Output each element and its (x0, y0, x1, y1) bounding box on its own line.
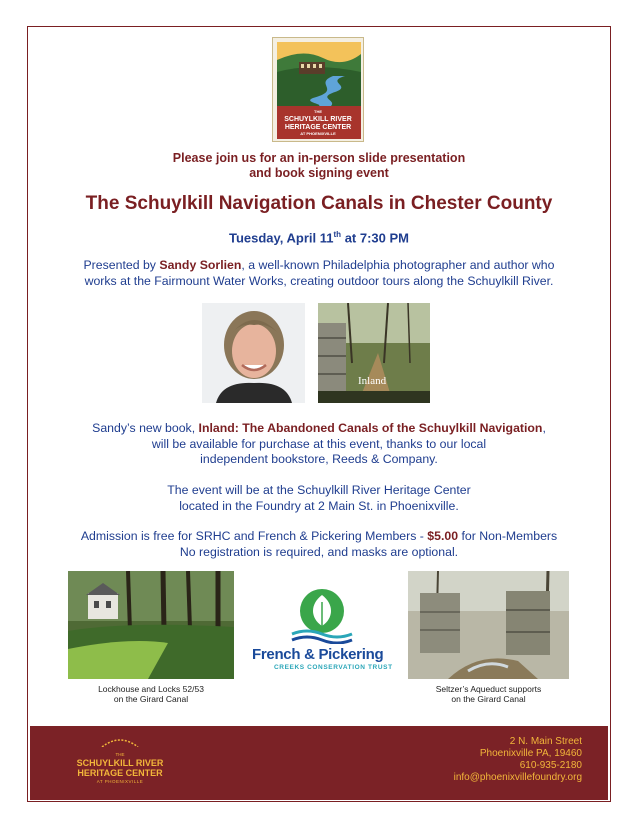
lockhouse-photo (68, 571, 234, 679)
footer-logo-line2: HERITAGE CENTER (77, 768, 163, 778)
partner-subtitle: CREEKS CONSERVATION TRUST (274, 664, 393, 671)
location-paragraph (30, 483, 608, 514)
presenter-paragraph (30, 258, 608, 289)
logo-location: AT PHOENIXVILLE (300, 131, 336, 136)
footer-email[interactable]: info@phoenixvillefoundry.org (453, 772, 582, 783)
book-cover-title: Inland (358, 375, 387, 387)
portrait-icon (202, 303, 305, 403)
invitation-heading (30, 151, 608, 181)
aqueduct-photo (408, 571, 569, 679)
logo-name-line1: SCHUYLKILL RIVER (284, 116, 352, 123)
book-paragraph (30, 421, 608, 468)
book-line2: will be available for purchase at this event, thanks to our local (151, 436, 487, 451)
book-line1 (30, 421, 608, 437)
invitation-line2: and book signing event (249, 166, 389, 180)
logo-name-line2: HERITAGE CENTER (284, 124, 352, 131)
admission-paragraph (30, 529, 608, 560)
footer-logo (70, 734, 170, 785)
footer-city: Phoenixville PA, 19460 (479, 748, 582, 759)
event-day: Tuesday, April 11 (228, 230, 334, 246)
footer-street: 2 N. Main Street (509, 736, 582, 747)
footer-address (454, 736, 582, 784)
presenter-name: Sandy Sorlien (159, 258, 242, 272)
french-pickering-logo (252, 588, 392, 678)
book-line3: independent bookstore, Reeds & Company. (200, 452, 438, 466)
footer-logo-the: THE (115, 752, 125, 757)
admission-price: $5.00 (427, 529, 459, 543)
lockhouse-icon (68, 571, 234, 679)
location-line1: The event will be at the Schuylkill River Heritage Center (167, 483, 471, 497)
admission-suffix: for Non-Members (458, 529, 558, 543)
presenter-line2: works at the Fairmount Water Works, creating outdoor tours along the Schuylkill River. (84, 273, 554, 288)
partner-name: French & Pickering (252, 646, 384, 663)
presenter-prefix: Presented by (83, 258, 160, 272)
presenter-photo (202, 303, 305, 403)
event-day-suffix: th (333, 230, 342, 239)
presenter-line1-rest: , a well-known Philadelphia photographer and author who (241, 258, 555, 272)
book-prefix: Sandy’s new book, (92, 421, 199, 435)
footer-logo-location: AT PHOENIXVILLE (96, 779, 144, 784)
canal-ruins-icon (318, 303, 430, 403)
footer-band (30, 726, 608, 800)
srhc-logo (272, 37, 364, 142)
logo-the: THE (314, 109, 322, 114)
aqueduct-caption-line2: on the Girard Canal (451, 694, 526, 704)
book-title: Inland: The Abandoned Canals of the Schuylkill Navigation (198, 421, 543, 435)
footer-phone: 610-935-2180 (519, 760, 582, 771)
aqueduct-icon (408, 571, 569, 679)
invitation-line1: Please join us for an in-person slide presentation (172, 151, 466, 165)
event-date (30, 230, 608, 245)
book-suffix: , (542, 421, 546, 435)
gear-arc-icon (100, 737, 140, 747)
book-cover-photo (318, 303, 430, 403)
lockhouse-caption (68, 684, 234, 704)
aqueduct-caption (408, 684, 569, 704)
leaf-icon (252, 588, 392, 644)
footer-logo-line1: SCHUYLKILL RIVER (76, 758, 164, 768)
lockhouse-caption-line1: Lockhouse and Locks 52/53 (98, 684, 204, 694)
admission-line1 (30, 529, 608, 545)
lockhouse-caption-line2: on the Girard Canal (113, 694, 189, 704)
presenter-line1 (30, 258, 608, 274)
admission-prefix: Admission is free for SRHC and French & Pickering Members - (80, 529, 428, 543)
event-title: The Schuylkill Navigation Canals in Chester County (85, 193, 553, 214)
location-line2: located in the Foundry at 2 Main St. in Phoenixville. (179, 498, 459, 513)
aqueduct-caption-line1: Seltzer’s Aqueduct supports (435, 684, 542, 694)
admission-line2: No registration is required, and masks are optional. (179, 544, 459, 559)
event-time: at 7:30 PM (341, 230, 409, 246)
